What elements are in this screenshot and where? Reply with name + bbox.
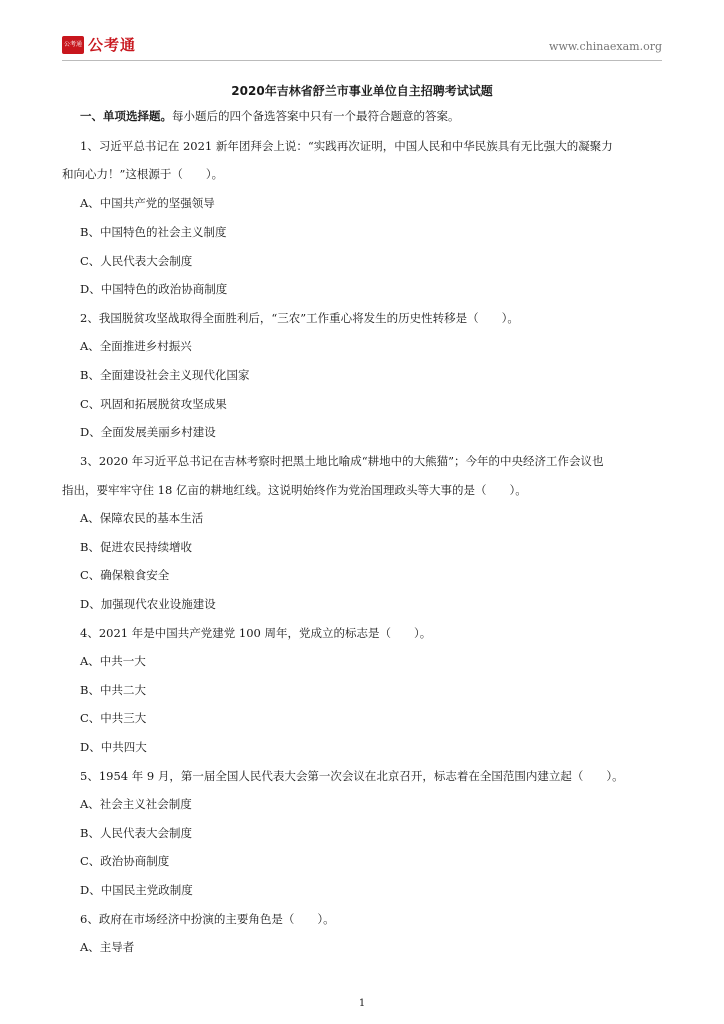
question-1-line-1: 1、习近平总书记在 2021 新年团拜会上说：“实践再次证明，中国人民和中华民族具有无比强大的凝聚力 <box>80 139 613 153</box>
question-4-option-c: C、中共三大 <box>80 711 147 725</box>
question-5-option-d: D、中国民主党政制度 <box>80 883 193 897</box>
question-2-option-a: A、全面推进乡村振兴 <box>80 339 192 353</box>
question-6-option-a: A、主导者 <box>80 940 135 954</box>
header-divider <box>62 60 662 61</box>
page-number: 1 <box>358 998 366 1009</box>
question-2-option-b: B、全面建设社会主义现代化国家 <box>80 368 250 382</box>
question-4-option-d: D、中共四大 <box>80 740 147 754</box>
question-6: 6、政府在市场经济中扮演的主要角色是（ ）。 <box>80 912 335 926</box>
question-3-option-c: C、确保粮食安全 <box>80 568 170 582</box>
question-2-option-d: D、全面发展美丽乡村建设 <box>80 425 216 439</box>
question-3-option-a: A、保障农民的基本生活 <box>80 511 204 525</box>
logo-icon: 公考通 <box>62 36 84 54</box>
question-3-line-1: 3、2020 年习近平总书记在吉林考察时把黑土地比喻成“耕地中的大熊猫”；今年的中央经济工作会议也 <box>80 454 604 468</box>
question-3-option-d: D、加强现代农业设施建设 <box>80 597 216 611</box>
section-instruction: 每小题后的四个备选答案中只有一个最符合题意的答案。 <box>172 109 460 123</box>
question-5-option-b: B、人民代表大会制度 <box>80 826 192 840</box>
question-2-option-c: C、巩固和拓展脱贫攻坚成果 <box>80 397 227 411</box>
section-title: 一、单项选择题。 <box>80 109 172 123</box>
question-4-option-b: B、中共二大 <box>80 683 146 697</box>
section-heading <box>80 108 460 124</box>
question-4-option-a: A、中共一大 <box>80 654 146 668</box>
question-4: 4、2021 年是中国共产党建党 100 周年，党成立的标志是（ ）。 <box>80 626 432 640</box>
page-header <box>62 34 662 58</box>
question-1-line-2: 和向心力！”这根源于（ ）。 <box>62 167 224 181</box>
document-title: 2020年吉林省舒兰市事业单位自主招聘考试试题 <box>231 84 493 98</box>
question-2: 2、我国脱贫攻坚战取得全面胜利后，“三农”工作重心将发生的历史性转移是（ ）。 <box>80 311 519 325</box>
question-3-line-2: 指出，要牢牢守住 18 亿亩的耕地红线。这说明始终作为党治国理政头等大事的是（ ）。 <box>62 483 527 497</box>
question-1-option-d: D、中国特色的政治协商制度 <box>80 282 228 296</box>
logo-text: 公考通 <box>88 36 137 54</box>
site-url: www.chinaexam.org <box>549 40 662 53</box>
question-1-option-b: B、中国特色的社会主义制度 <box>80 225 227 239</box>
question-1-option-a: A、中国共产党的坚强领导 <box>80 196 215 210</box>
question-5-option-c: C、政治协商制度 <box>80 854 170 868</box>
question-5: 5、1954 年 9 月，第一届全国人民代表大会第一次会议在北京召开，标志着在全国范围内建立起（ ）。 <box>80 769 624 783</box>
question-5-option-a: A、社会主义社会制度 <box>80 797 192 811</box>
question-3-option-b: B、促进农民持续增收 <box>80 540 192 554</box>
brand-logo <box>62 34 136 55</box>
question-1-option-c: C、人民代表大会制度 <box>80 254 193 268</box>
